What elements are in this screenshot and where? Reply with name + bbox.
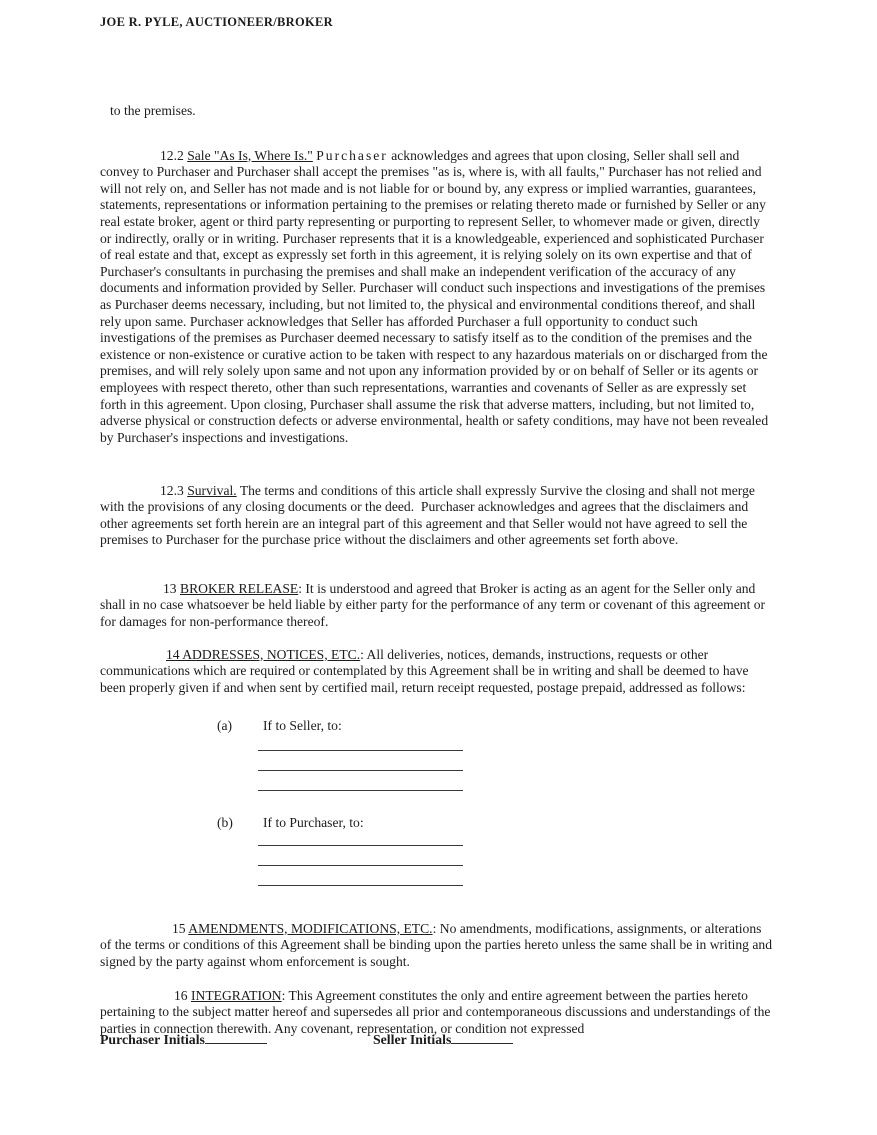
purchaser-initials	[100, 1030, 267, 1048]
section-15-heading: AMENDMENTS, MODIFICATIONS, ETC.	[188, 920, 433, 936]
initials-footer	[100, 1030, 772, 1060]
section-15-text: : No amendments, modifications, assignments, or alterations of the terms or conditions of this Agreement shall be binding upon the parties hereto unless the same shall be in writing and signed by the party against whom enforcement is sought.	[100, 920, 772, 969]
address-blank-line	[258, 771, 463, 791]
seller-initials-label: Seller Initials	[373, 1032, 452, 1047]
seller-initials	[373, 1030, 513, 1048]
section-13-number: 13	[163, 580, 177, 596]
section-12-3-text: The terms and conditions of this article shall expressly Survive the closing and shall not merge with the provisions of any closing documents or the deed. Purchaser acknowledges and agrees that the disclaimers and other agreements set forth herein are an integral part of this agreement and that Seller would not have agreed to sell the premises to Purchaser for the purchase price without the disclaimers and other agreements set forth above.	[100, 482, 755, 548]
section-12-2-text: acknowledges and agrees that upon closing, Seller shall sell and convey to Purchaser and Purchaser shall accept the premises "as is, where is, with all faults," Purchaser has not relied and will not rely on, and Seller has not made and is not liable for or bound by, any express or implied warranties, guarantees, statements, representations or information pertaining to the premises or relating thereto made or furnished by Seller or any real estate broker, agent or third party representing or purporting to represent Seller, to whomever made or given, directly or indirectly, orally or in writing. Purchaser represents that it is a knowledgeable, experienced and sophisticated Purchaser of real estate and that, except as expressly set forth in this agreement, it is relying solely on its own expertise and that of Purchaser's consultants in purchasing the premises and shall make an independent verification of the accuracy of any documents and information provided by Seller. Purchaser will conduct such inspections and investigations of the premises as Purchaser deems necessary, including, but not limited to, the physical and environmental conditions thereof, and shall rely upon same. Purchaser acknowledges that Seller has afforded Purchaser a full opportunity to conduct such investigations of the premises as Purchaser deemed necessary to satisfy itself as to the condition of the premises and the existence or non-existence or curative action to be taken with respect to any hazardous materials on or discharged from the premises, and will rely solely upon same and not upon any information provided by or on behalf of Seller or its agents or employees with respect thereto, other than such representations, warranties and covenants of Seller as are expressly set forth in this agreement. Upon closing, Purchaser shall assume the risk that adverse matters, including, but not limited to, adverse physical or construction defects or adverse environmental, health or safety conditions, may have not been revealed by Purchaser's inspections and investigations.	[100, 147, 769, 445]
notice-label-a: (a)	[217, 718, 233, 733]
purchaser-address-blanks	[258, 826, 463, 886]
section-15-number: 15	[172, 920, 186, 936]
notice-label-b: (b)	[217, 815, 233, 830]
notice-intro-b: If to Purchaser, to:	[263, 815, 364, 830]
address-blank-line	[258, 846, 463, 866]
continuation-text: to the premises.	[110, 103, 196, 118]
address-blank-line	[258, 751, 463, 771]
section-15-paragraph	[100, 921, 772, 971]
section-12-3-number: 12.3	[160, 482, 184, 498]
section-13-text: : It is understood and agreed that Broker is acting as an agent for the Seller only and shall in no case whatsoever be held liable by either party for the performance of any term or covenant of this agreement or for damages for non-performance thereof.	[100, 580, 766, 629]
purchaser-initials-blank	[205, 1030, 267, 1044]
section-13-heading: BROKER RELEASE	[180, 580, 299, 596]
section-16-text: : This Agreement constitutes the only and entire agreement between the parties hereto pertaining to the subject matter hereof and supersedes all prior and contemporaneous discussions and understandings of the parties in connection therewith. Any covenant, representation, or condition not expressed	[100, 987, 771, 1036]
address-blank-line	[258, 731, 463, 751]
address-blank-line	[258, 826, 463, 846]
section-14-paragraph	[100, 647, 772, 697]
notice-intro-a: If to Seller, to:	[263, 718, 342, 733]
address-blank-line	[258, 866, 463, 886]
section-12-3-paragraph	[100, 483, 772, 549]
section-12-2-paragraph	[100, 148, 772, 447]
seller-address-blanks	[258, 731, 463, 791]
section-12-3-heading: Survival.	[187, 482, 237, 498]
purchaser-initials-label: Purchaser Initials	[100, 1032, 205, 1047]
section-14-heading: 14 ADDRESSES, NOTICES, ETC.	[166, 646, 361, 662]
section-16-heading: INTEGRATION	[191, 987, 282, 1003]
section-12-2-heading: Sale "As Is, Where Is."	[187, 147, 313, 163]
page-header-title: JOE R. PYLE, AUCTIONEER/BROKER	[100, 15, 333, 29]
section-14-text: : All deliveries, notices, demands, instructions, requests or other communications which are required or contemplated by this Agreement shall be in writing and shall be deemed to have been properly given if and when sent by certified mail, return receipt requested, postage prepaid, addressed as follows:	[100, 646, 749, 695]
section-13-paragraph	[100, 581, 772, 631]
section-12-2-emphasized-word: Purchaser	[316, 147, 388, 163]
section-16-number: 16	[174, 987, 188, 1003]
seller-initials-blank	[451, 1030, 513, 1044]
section-12-2-number: 12.2	[160, 147, 184, 163]
